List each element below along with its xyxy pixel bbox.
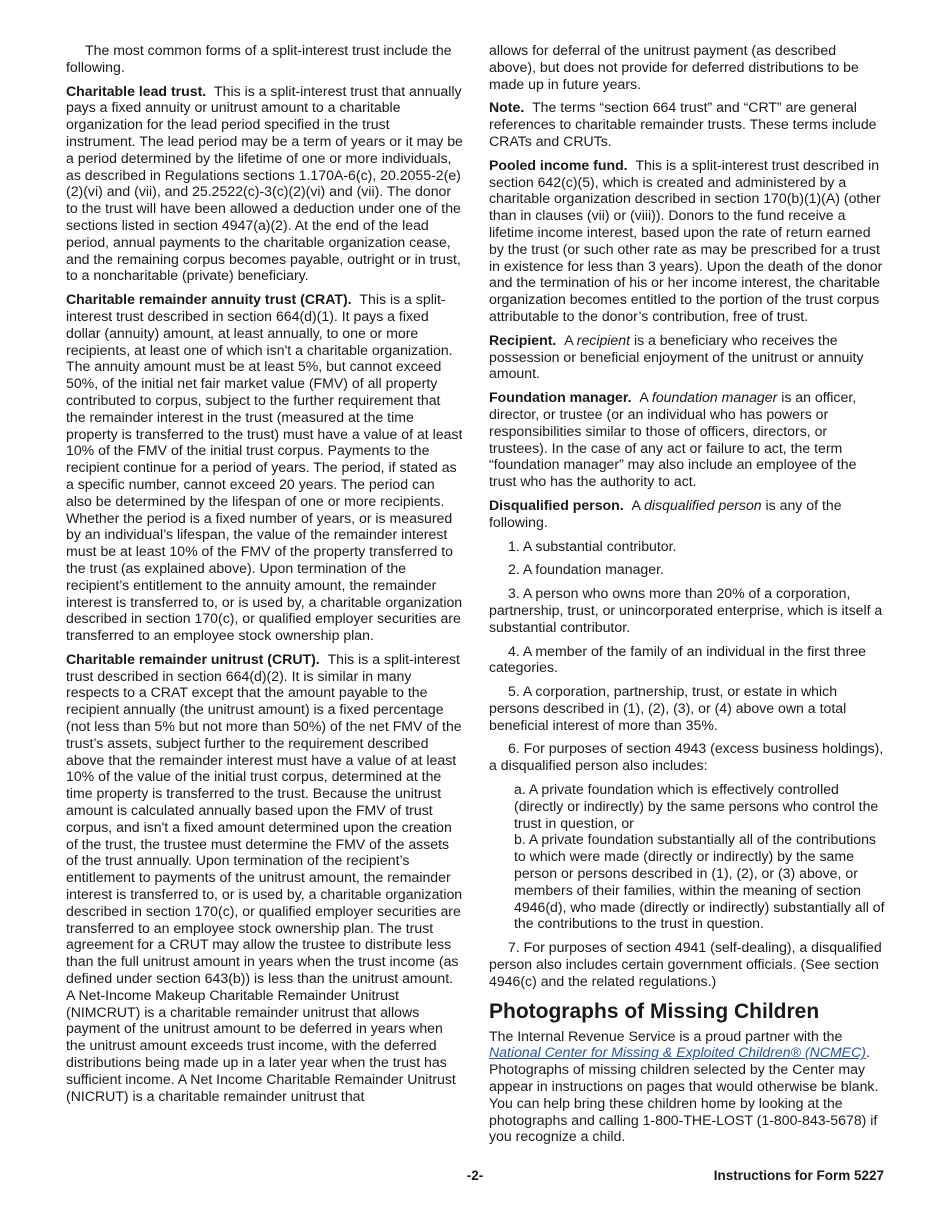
pooled-income-fund-paragraph (489, 157, 886, 325)
pooled-income-fund-heading: Pooled income fund. (489, 156, 628, 173)
sub-list-item: a. A private foundation which is effectively controlled (directly or indirectly) by the same persons who control the trust in question, or (514, 781, 879, 831)
right-column (489, 42, 886, 1152)
recipient-term: recipient (576, 331, 631, 348)
page-number: -2- (466, 1168, 484, 1183)
sub-list-item: b. A private foundation substantially all of the contributions to which were made (directly or indirectly) by the same person or persons described in (1), (2), or (3) above, or members of their families, within the meaning of section 4946(d), who made (directly or indirectly) substantially all of the contributions to the trust in question. (514, 831, 885, 932)
recipient-heading: Recipient. (489, 331, 557, 348)
crat-heading: Charitable remainder annuity trust (CRAT). (66, 291, 352, 308)
list-item: 4. A member of the family of an individual in the first three categories. (489, 642, 867, 676)
note-heading: Note. (489, 99, 525, 116)
crat-body: This is a split-interest trust described in section 664(d)(1). It pays a fixed dollar (annuity) amount, at least annually, to one or more recipients, at least one of which isn't a charitable organization. The annuity amount must be at least 5%, but cannot exceed 50%, of the initial net fair market value (FMV) of all property contributed to corpus, subject to the further requirement that the remainder interest in the trust (measured at the time property is transferred to the trust) must have a value of at least 10% of the FMV of the initial trust corpus. Payments to the recipient continue for a period of years. The period, if stated as a specific number, cannot exceed 20 years. The period can also be determined by the lifespan of one or more recipients. Whether the period is a fixed number of years, or is measured by an individual’s lifespan, the value of the remainder interest must be at least 10% of the FMV of the property transferred to the trust (as explained above). Upon termination of the recipient’s entitlement to the annuity amount, the remainder interest is transferred to, or is used by, a charitable organization described in section 170(c), or qualified employer securities are transferred to an employee stock ownership plan. (66, 291, 463, 644)
footer-form-title: Instructions for Form 5227 (713, 1168, 884, 1183)
list-item: 1. A substantial contributor. (508, 537, 677, 554)
missing-children-body: . Photographs of missing children selected by the Center may appear in instructions on pages that would otherwise be blank. You can help bring these children home by looking at the photographs and calling 1-800-THE-LOST (1-800-843-5678) if you recognize a child. (489, 1044, 879, 1145)
recipient-pre: A (564, 331, 577, 348)
ncmec-link[interactable]: National Center for Missing & Exploited Children® (NCMEC) (489, 1044, 866, 1061)
list-item: 6. For purposes of section 4943 (excess business holdings), a disqualified person also includes: (489, 740, 884, 774)
intro-paragraph: The most common forms of a split-interest trust include the following. (66, 42, 452, 75)
section-heading-missing-children: Photographs of Missing Children (489, 999, 820, 1023)
foundation-manager-heading: Foundation manager. (489, 389, 632, 406)
charitable-lead-trust-body: This is a split-interest trust that annually pays a fixed annuity or unitrust amount to a charitable organization for the lead period specified in the trust instrument. The lead period may be a term of years or it may be a period determined by the lifetime of one or more individuals, as described in Regulations sections 1.170A-6(c), 20.2055-2(e)(2)(vi) and (vii), and 25.2522(c)-3(c)(2)(vi) and (vii). The donor to the trust will have been allowed a deduction under one of the sections listed in section 4947(a)(2). At the end of the lead period, annual payments to the charitable organization cease, and the remaining corpus becomes payable, outright or in trust, to a noncharitable (private) beneficiary. (66, 82, 463, 284)
foundation-manager-paragraph (489, 389, 886, 490)
list-item: 7. For purposes of section 4941 (self-dealing), a disqualified person also includes certain government officials. (See section 4946(c) and the related regulations.) (489, 939, 882, 989)
note-body: The terms “section 664 trust” and “CRT” are general references to charitable remainder trusts. These terms include CRATs and CRUTs. (489, 99, 877, 149)
charitable-lead-trust-heading: Charitable lead trust. (66, 82, 207, 99)
recipient-body: is a beneficiary who receives the possession or beneficial enjoyment of the unitrust or annuity amount. (489, 331, 864, 382)
crut-heading: Charitable remainder unitrust (CRUT). (66, 650, 320, 667)
crat-paragraph (66, 291, 463, 644)
charitable-lead-trust-paragraph (66, 83, 463, 285)
disqualified-person-pre: A (631, 496, 645, 513)
disqualified-person-term: disqualified person (644, 496, 762, 513)
disqualified-person-heading: Disqualified person. (489, 496, 624, 513)
disqualified-person-body: is any of the following. (489, 496, 842, 530)
crut-body: This is a split-interest trust described in section 664(d)(2). It is similar in many respects to a CRAT except that the amount payable to the recipient annually (the unitrust amount) is a fixed percentage (not less than 5% but not more than 50%) of the net FMV of the trust’s assets, subject further to the requirement described above that the remainder interest must have a value of at least 10% of the value of the initial trust corpus, determined at the time property is transferred to the trust. Because the unitrust amount is calculated annually based upon the FMV of trust corpus, and isn't a fixed amount determined upon the creation of the trust, the trustee must determine the FMV of the assets of the trust annually. Upon termination of the recipient’s entitlement to payments of the unitrust amount, the remainder interest is transferred to, or is used by, a charitable organization described in section 170(c), or qualified employer securities are transferred to an employee stock ownership plan. The trust agreement for a CRUT may allow the trustee to distribute less than the full unitrust amount in years when the trust income (as defined under section 643(b)) is less than the unitrust amount. A Net-Income Makeup Charitable Remainder Unitrust (NIMCRUT) is a charitable remainder unitrust that allows payment of the unitrust amount to be deferred in years when the unitrust amount exceeds trust income, with the deferred distributions being made up in a later year when the trust has sufficient income. A Net Income Charitable Remainder Unitrust (NICRUT) is a charitable remainder unitrust that (66, 650, 463, 1104)
sub-list (514, 781, 886, 932)
disqualified-person-paragraph (489, 497, 886, 531)
continuation-paragraph: allows for deferral of the unitrust payment (as described above), but does not provide for deferred distributions to be made up in future years. (489, 42, 859, 92)
crut-paragraph (66, 651, 463, 1105)
recipient-paragraph (489, 332, 886, 382)
missing-children-pre: The Internal Revenue Service is a proud partner with the (489, 1027, 843, 1044)
missing-children-paragraph (489, 1028, 886, 1146)
foundation-manager-term: foundation manager (651, 389, 778, 406)
foundation-manager-pre: A (639, 389, 652, 406)
list-item: 3. A person who owns more than 20% of a corporation, partnership, trust, or unincorporated enterprise, which is itself a substantial contributor. (489, 585, 883, 635)
note-paragraph (489, 99, 886, 149)
foundation-manager-body: is an officer, director, or trustee (or an individual who has powers or responsibilities similar to those of officers, directors, or trustees). In the case of any act or failure to act, the term “foundation manager” may also include an employee of the trust who has the authority to act. (489, 389, 857, 490)
pooled-income-fund-body: This is a split-interest trust described in section 642(c)(5), which is created and administered by a charitable organization described in section 170(b)(1)(A) (other than in clauses (vii) or (viii)). Donors to the fund receive a lifetime income interest, based upon the rate of return earned by the trust (or such other rate as may be prescribed for a trust in existence for less than 3 years). Upon the death of the donor and the termination of his or her income interest, the charitable organization becomes entitled to the portion of the trust corpus attributable to the donor’s contribution, free of trust. (489, 156, 883, 324)
left-column (66, 42, 463, 1111)
list-item: 2. A foundation manager. (508, 561, 664, 578)
list-item: 5. A corporation, partnership, trust, or estate in which persons described in (1), (2), (3), or (4) above own a total beneficial interest of more than 35%. (489, 683, 847, 733)
